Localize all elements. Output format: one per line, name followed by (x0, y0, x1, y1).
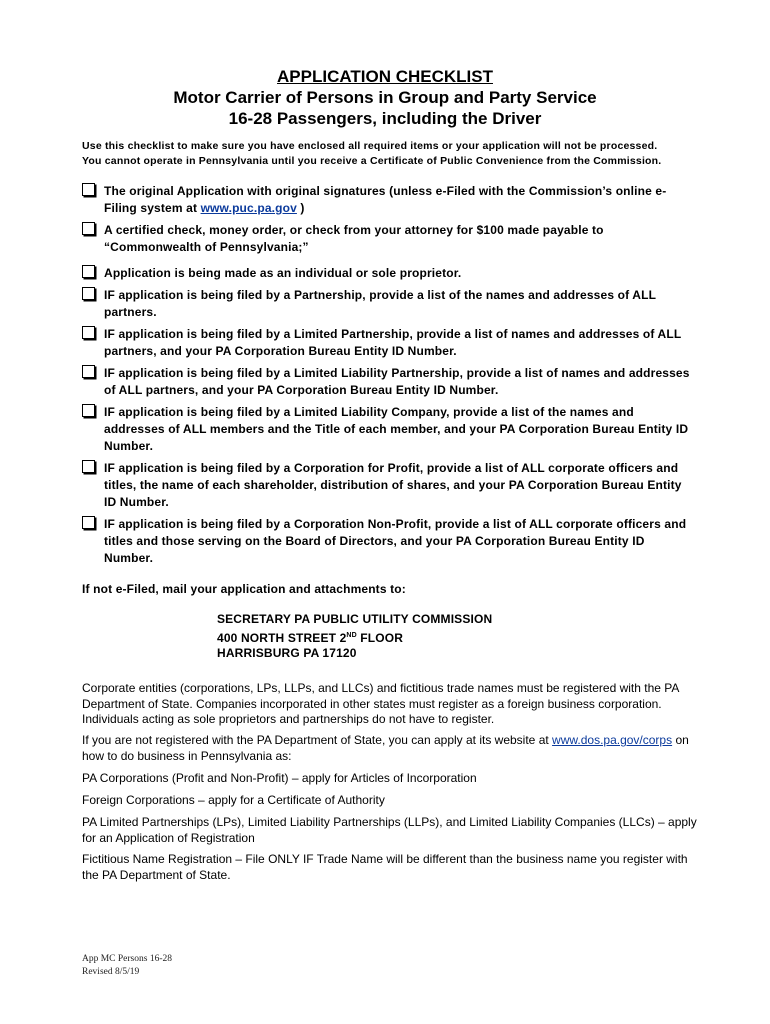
page-subtitle-line-1: Motor Carrier of Persons in Group and Party Service (173, 88, 597, 107)
address-floor: FLOOR (356, 630, 404, 645)
corporate-entities-text: Corporate entities (corporations, LPs, LLPs, and LLCs) and fictitious trade names must be registered with the PA Department of State. Companies incorporated in other states must register as a foreign business corporation. Individuals acting as sole proprietors and partnerships do not have to register. (82, 681, 679, 726)
checklist-item-corporation-profit (82, 460, 692, 511)
puc-website-link[interactable]: www.puc.pa.gov (200, 201, 297, 215)
checklist-item-text: IF application is being filed by a Limited Partnership, provide a list of names and addresses of ALL partners, and your PA Corporation Bureau Entity ID Number. (104, 327, 682, 358)
checklist-item-payment (82, 222, 692, 256)
intro-line-1: Use this checklist to make sure you have enclosed all required items or your application will not be processed. (82, 140, 658, 152)
checklist-item-text: IF application is being filed by a Corporation for Profit, provide a list of ALL corporate officers and titles, the name of each shareholder, distribution of shares, and your PA Corporation Bureau Entity ID Number. (104, 461, 682, 509)
not-registered-text-end: on how to do business in Pennsylvania as: (82, 733, 689, 763)
page-title: APPLICATION CHECKLIST (277, 67, 493, 86)
intro-instructions (82, 139, 702, 168)
dos-website-link[interactable]: www.dos.pa.gov/corps (552, 733, 673, 747)
checklist-item-text: A certified check, money order, or check from your attorney for $100 made payable to “Commonwealth of Pennsylvania;” (104, 223, 604, 254)
checklist-item-text: IF application is being filed by a Limited Liability Partnership, provide a list of names and addresses of ALL partners, and your PA Corporation Bureau Entity ID Number. (104, 366, 690, 397)
checklist-item-partnership (82, 287, 692, 321)
title-block (0, 66, 770, 129)
foreign-corporations-text: Foreign Corporations – apply for a Certificate of Authority (82, 793, 385, 807)
checkbox-icon[interactable] (82, 265, 95, 278)
limited-entities-paragraph (82, 815, 702, 846)
address-line-1: SECRETARY PA PUBLIC UTILITY COMMISSION (217, 612, 493, 626)
limited-entities-text: PA Limited Partnerships (LPs), Limited Liability Partnerships (LLPs), and Limited Liability Companies (LLCs) – apply for an Application of Registration (82, 815, 697, 845)
not-registered-text (82, 733, 702, 764)
corporate-entities-paragraph (82, 681, 702, 728)
checklist-item-llp (82, 365, 692, 399)
checkbox-icon[interactable] (82, 183, 95, 196)
checklist-item-text: IF application is being filed by a Corporation Non-Profit, provide a list of ALL corporate officers and titles and those serving on the Board of Directors, and your PA Corporation Bureau Entity ID Number. (104, 517, 687, 565)
checklist-item-text: IF application is being filed by a Partnership, provide a list of the names and addresses of ALL partners. (104, 288, 656, 319)
mailing-address (217, 612, 492, 662)
checklist (82, 183, 692, 572)
checklist-item-text: The original Application with original signatures (unless e-Filed with the Commission’s online e-Filing system at (104, 184, 667, 215)
not-registered-text-start: If you are not registered with the PA Department of State, you can apply at its website at (82, 733, 553, 747)
checkbox-icon[interactable] (82, 222, 95, 235)
address-line-2 (217, 628, 492, 647)
address-ordinal: ND (346, 631, 357, 639)
fictitious-name-paragraph (82, 852, 702, 883)
address-street: 400 NORTH STREET 2 (217, 630, 347, 645)
pa-corporations-paragraph (82, 771, 702, 787)
checklist-item-original-application (82, 183, 692, 217)
checkbox-icon[interactable] (82, 365, 95, 378)
checklist-item-corporation-nonprofit (82, 516, 692, 567)
checklist-item-text-end: ) (296, 201, 305, 215)
checkbox-icon[interactable] (82, 516, 95, 529)
foreign-corporations-paragraph (82, 793, 702, 809)
checkbox-icon[interactable] (82, 287, 95, 300)
checkbox-icon[interactable] (82, 460, 95, 473)
checklist-item-text: Application is being made as an individual or sole proprietor. (104, 266, 462, 280)
checkbox-icon[interactable] (82, 326, 95, 339)
not-registered-paragraph (82, 733, 702, 764)
revision-date: Revised 8/5/19 (82, 966, 140, 977)
checklist-item-limited-partnership (82, 326, 692, 360)
checkbox-icon[interactable] (82, 404, 95, 417)
intro-line-2: You cannot operate in Pennsylvania until you receive a Certificate of Public Convenience from the Commission. (82, 154, 662, 167)
checklist-item-text: IF application is being filed by a Limited Liability Company, provide a list of the names and addresses of ALL members and the Title of each member, and your PA Corporation Bureau Entity ID Number. (104, 405, 689, 453)
document-footer (82, 953, 172, 978)
checklist-item-llc (82, 404, 692, 455)
checklist-item-individual (82, 265, 692, 282)
address-line-3: HARRISBURG PA 17120 (217, 646, 357, 660)
mail-heading: If not e-Filed, mail your application and attachments to: (82, 582, 406, 596)
fictitious-name-text: Fictitious Name Registration – File ONLY IF Trade Name will be different than the business name you register with the PA Department of State. (82, 852, 688, 882)
pa-corporations-text: PA Corporations (Profit and Non-Profit) – apply for Articles of Incorporation (82, 771, 477, 785)
page-subtitle-line-2: 16-28 Passengers, including the Driver (228, 109, 542, 128)
form-number: App MC Persons 16-28 (82, 954, 172, 964)
